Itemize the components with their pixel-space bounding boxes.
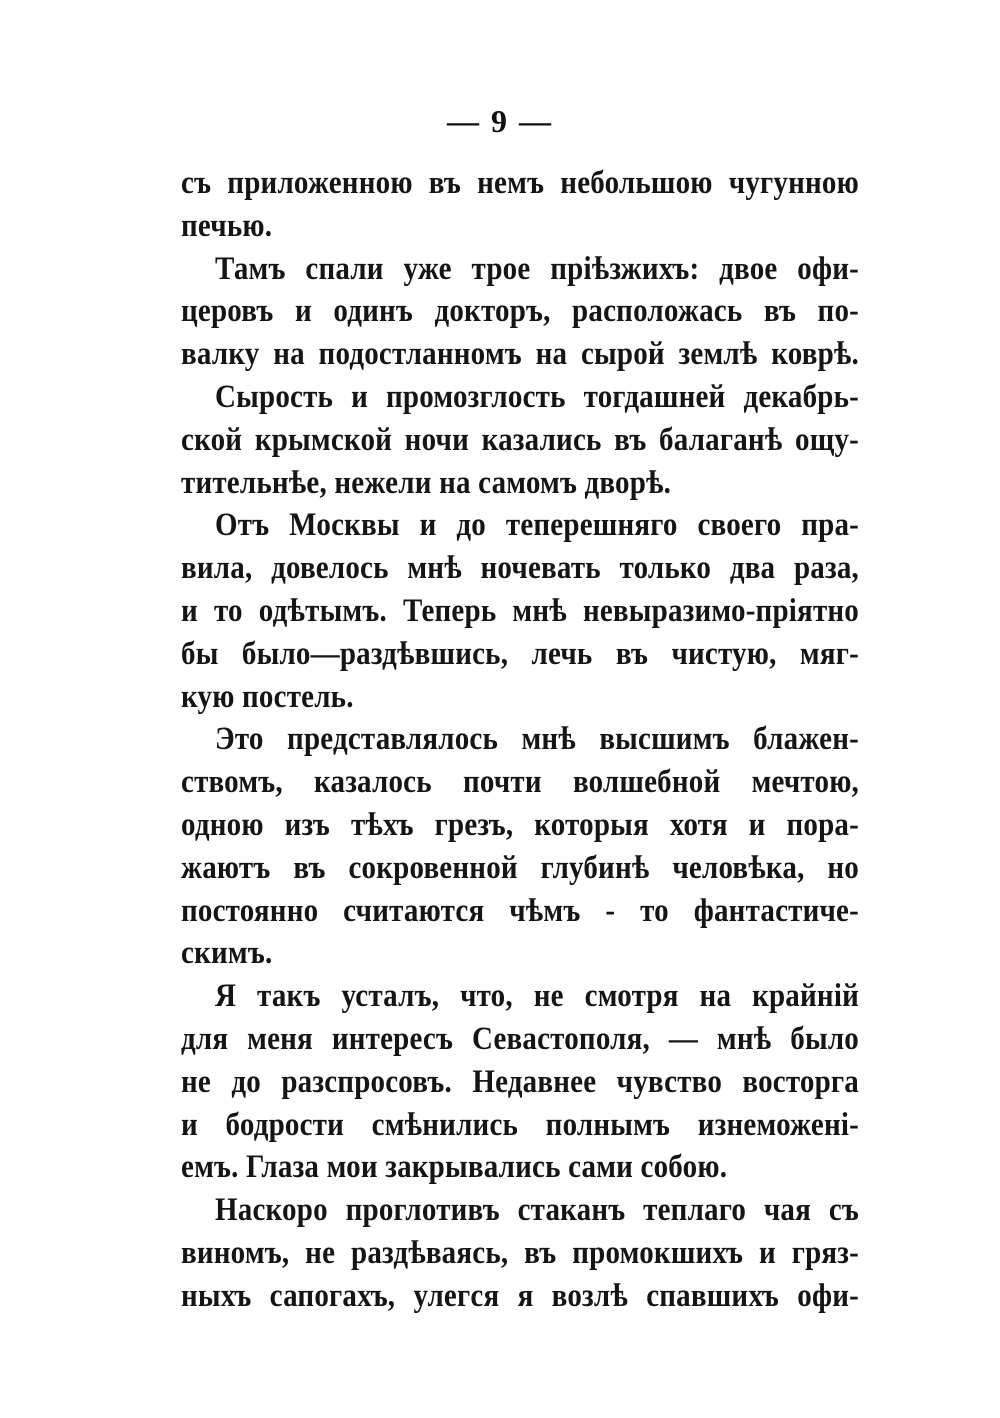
text-line: одною изъ тѣхъ грезъ, которыя хотя и пора- — [181, 806, 859, 843]
text-line: не до разспросовъ. Недавнее чувство восторга — [181, 1063, 859, 1100]
text-line: вила, довелось мнѣ ночевать только два раза, — [181, 550, 859, 587]
text-line: постоянно считаются чѣмъ - то фантастиче- — [181, 892, 859, 929]
body-text — [181, 162, 859, 1318]
text-line: для меня интересъ Севастополя, — мнѣ было — [181, 1020, 859, 1057]
text-line: Сырость и промозглость тогдашней декабрь- — [215, 379, 859, 415]
text-line: валку на подостланномъ на сырой землѣ коврѣ. — [181, 336, 859, 373]
text-line: и бодрости смѣнились полнымъ изнеможені- — [181, 1106, 859, 1143]
text-line: емъ. Глаза мои закрывались сами собою. — [181, 1149, 728, 1186]
text-line: ствомъ, казалось почти волшебной мечтою, — [181, 764, 859, 801]
text-line: Тамъ спали уже трое пріѣзжихъ: двое офи- — [215, 250, 859, 287]
page-number: — 9 — — [447, 103, 553, 139]
text-line: печью. — [181, 207, 273, 244]
text-line: Наскоро проглотивъ стаканъ теплаго чая съ — [215, 1192, 859, 1228]
text-line: кую постель. — [181, 678, 354, 715]
text-line: церовъ и одинъ докторъ, расположась въ по- — [181, 293, 859, 330]
text-line: Это представлялось мнѣ высшимъ блажен- — [215, 721, 859, 758]
text-line: бы было—раздѣвшись, лечь въ чистую, мяг- — [181, 635, 859, 672]
text-line: скимъ. — [181, 935, 273, 972]
text-line: тительнѣе, нежели на самомъ дворѣ. — [181, 464, 672, 501]
text-line: съ приложенною въ немъ небольшою чугунною — [181, 165, 859, 201]
text-line: Отъ Москвы и до теперешняго своего пра- — [215, 507, 859, 544]
text-line: виномъ, не раздѣваясь, въ промокшихъ и гряз- — [181, 1234, 859, 1271]
text-line: и то одѣтымъ. Теперь мнѣ невыразимо-пріятно — [181, 593, 859, 629]
text-line: жаютъ въ сокровенной глубинѣ человѣка, но — [181, 849, 859, 886]
text-line: Я такъ усталъ, что, не смотря на крайній — [215, 978, 859, 1015]
text-line: ской крымской ночи казались въ балаганѣ ощу- — [181, 421, 859, 458]
text-line: ныхъ сапогахъ, улегся я возлѣ спавшихъ офи- — [181, 1277, 859, 1314]
